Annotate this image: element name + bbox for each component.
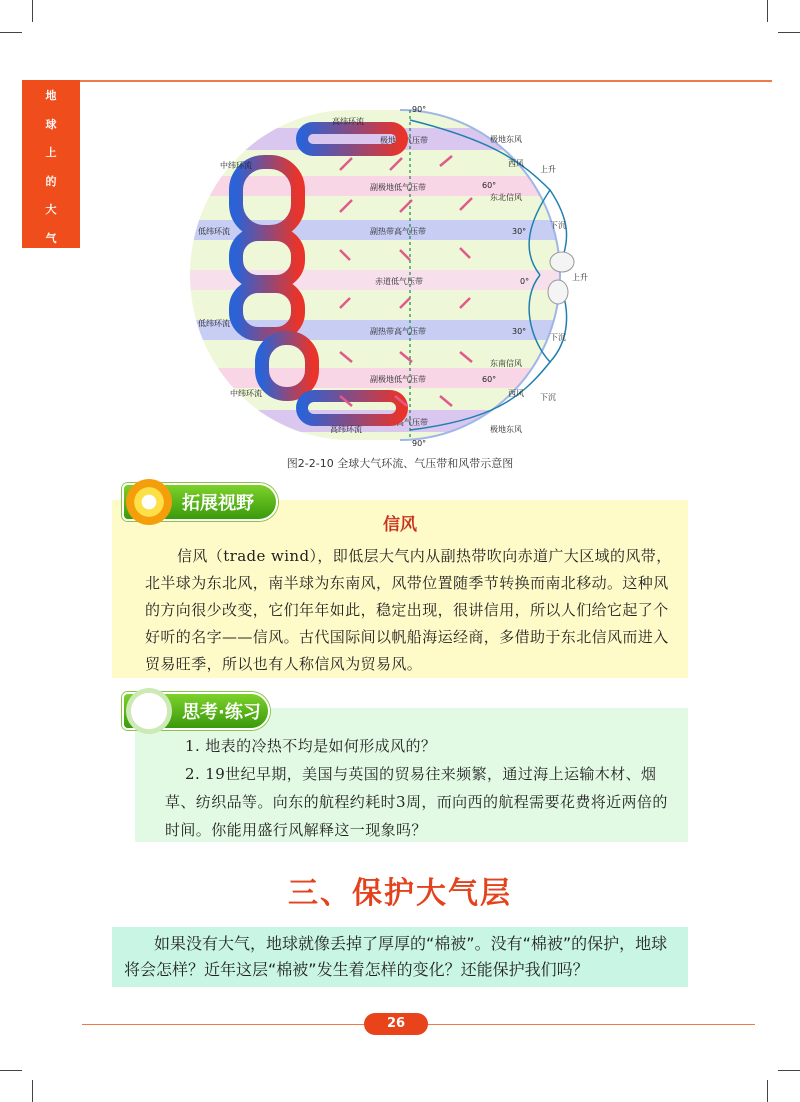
section-title: 三、保护大气层 bbox=[288, 876, 512, 911]
belt-label: 副极地低气压带 bbox=[370, 183, 426, 192]
footer-rule bbox=[425, 1024, 755, 1025]
question-item: 2. 19世纪早期，美国与英国的贸易往来频繁，通过海上运输木材、烟草、纺织品等。向东的航程约耗时3周，而向西的航程需要花费将近两倍的时间。你能用盛行风解释这一现象吗？ bbox=[165, 765, 668, 839]
wind-label: 东南信风 bbox=[490, 359, 522, 368]
latitude-label: 0° bbox=[520, 277, 530, 286]
crop-mark bbox=[0, 1070, 22, 1071]
crop-mark bbox=[767, 0, 768, 22]
cell-label: 低纬环流 bbox=[198, 319, 230, 328]
belt-label: 极地高气压带 bbox=[380, 136, 428, 145]
crop-mark bbox=[778, 1070, 800, 1071]
side-tab-char: 上 bbox=[45, 146, 57, 159]
think-badge bbox=[122, 692, 270, 730]
wind-label: 西风 bbox=[508, 389, 524, 398]
cell-label: 高纬环流 bbox=[330, 425, 362, 434]
crop-mark bbox=[778, 32, 800, 33]
footer-rule bbox=[82, 1024, 367, 1025]
cell-label: 高纬环流 bbox=[332, 117, 364, 126]
side-tab-char: 气 bbox=[45, 231, 57, 245]
side-tab-char: 大 bbox=[45, 203, 57, 216]
latitude-label: 60° bbox=[482, 375, 497, 384]
crop-mark bbox=[32, 0, 33, 22]
intro-text: 如果没有大气，地球就像丢掉了厚厚的“棉被”。没有“棉被”的保护，地球将会怎样？近年这层“棉被”发生着怎样的变化？还能保护我们吗？ bbox=[124, 934, 668, 979]
side-tab-char: 的 bbox=[45, 174, 57, 188]
latitude-label: 30° bbox=[512, 227, 527, 236]
latitude-label: 30° bbox=[512, 327, 527, 336]
cell-label: 低纬环流 bbox=[198, 227, 230, 236]
wind-label: 西风 bbox=[508, 159, 524, 168]
motion-label: 下沉 bbox=[540, 393, 556, 402]
wind-label: 东北信风 bbox=[490, 193, 522, 202]
belt-label: 副热带高气压带 bbox=[370, 227, 426, 236]
latitude-label: 90° bbox=[412, 439, 427, 448]
belt-label: 副极地低气压带 bbox=[370, 375, 426, 384]
expand-body: 信风（trade wind），即低层大气内从副热带吹向赤道广大区域的风带，北半球为东北风，南半球为东南风，风带位置随季节转换而南北移动。这种风的方向很少改变，它们年年如此，稳定出现，很讲信用，所以人们给它起了个好听的名字——信风。古代国际间以帆船海运经商，多借助于东北信风而进入贸易旺季，所以也有人称信风为贸易风。 bbox=[145, 547, 672, 673]
atmospheric-circulation-figure bbox=[190, 100, 610, 450]
page-number: 26 bbox=[364, 1013, 428, 1035]
header-rule bbox=[22, 80, 772, 82]
crop-mark bbox=[0, 32, 22, 33]
belt-label: 赤道低气压带 bbox=[375, 277, 423, 286]
cell-label: 中纬环流 bbox=[230, 389, 262, 398]
wind-label: 极地东风 bbox=[490, 135, 522, 144]
motion-label: 上升 bbox=[572, 273, 588, 282]
motion-label: 上升 bbox=[540, 165, 556, 174]
motion-label: 下沉 bbox=[550, 221, 566, 230]
belt-label: 极地高气压带 bbox=[380, 418, 428, 427]
cell-label: 中纬环流 bbox=[220, 161, 252, 170]
expand-title: 信风 bbox=[383, 515, 417, 535]
wind-label: 极地东风 bbox=[490, 425, 522, 434]
belt-label: 副热带高气压带 bbox=[370, 327, 426, 336]
motion-label: 下沉 bbox=[550, 333, 566, 342]
question-item: 1. 地表的冷热不均是如何形成风的？ bbox=[185, 737, 437, 755]
side-tab-char: 地 bbox=[45, 89, 57, 102]
think-badge-label: 思考·练习 bbox=[182, 702, 261, 723]
crop-mark bbox=[32, 1080, 33, 1102]
latitude-label: 90° bbox=[412, 105, 427, 114]
latitude-label: 60° bbox=[482, 181, 497, 190]
expand-badge-label: 拓展视野 bbox=[182, 493, 254, 514]
chapter-side-tab bbox=[22, 80, 80, 248]
figure-caption: 图2-2-10 全球大气环流、气压带和风带示意图 bbox=[286, 457, 514, 470]
crop-mark bbox=[767, 1080, 768, 1102]
side-tab-char: 球 bbox=[45, 117, 57, 131]
clipboard-icon bbox=[126, 688, 172, 734]
